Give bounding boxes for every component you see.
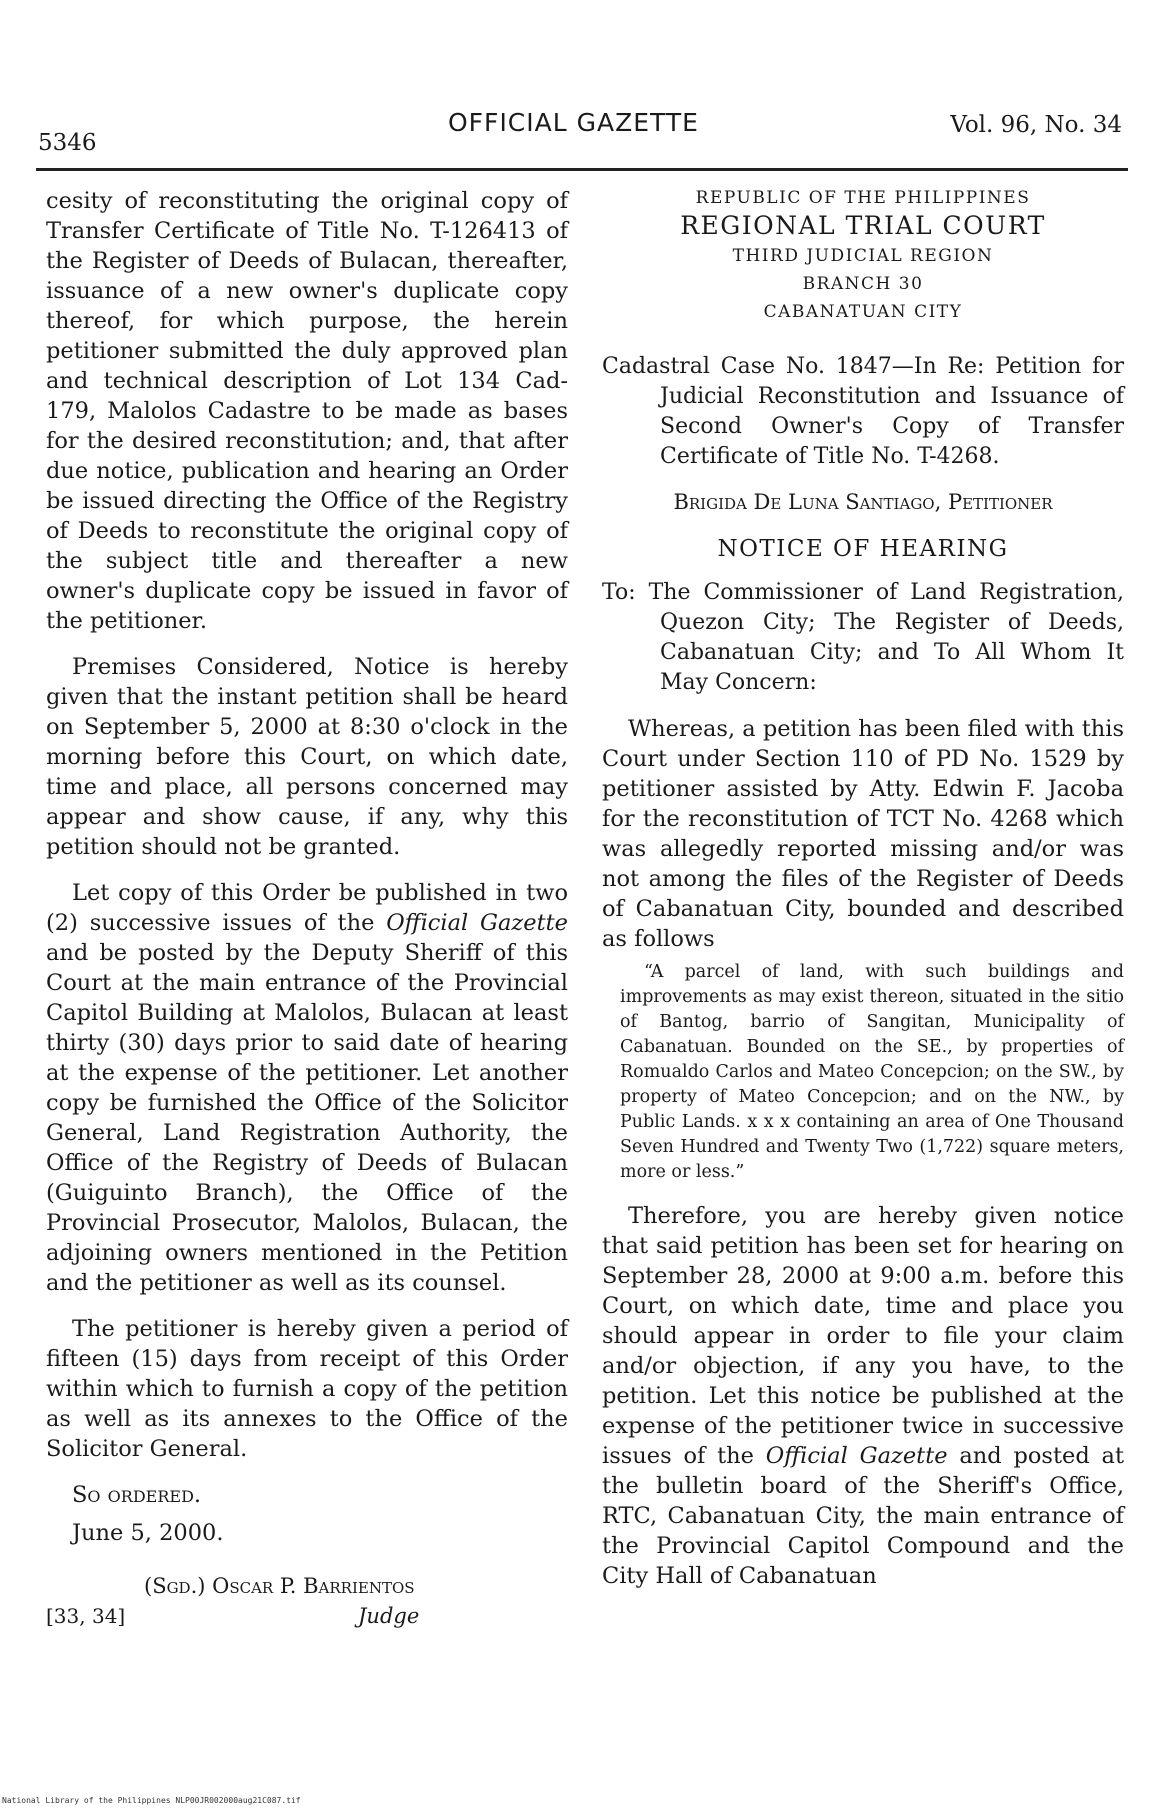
judge-title: Judge bbox=[358, 1604, 420, 1628]
text-run: and be posted by the Deputy Sheriff of this Court at the main entrance of the Provincial Capitol Building at Malolos, Bulacan at least thirty (30) days prior to said date of hearing at the expense of the petitioner. Let another copy be furnished the Office of the Solicitor General, Land Registration Authority, the Office of the Registry of Deeds of Bulacan (Guiguinto Branch), the Office of the Provincial Prosecutor, Malolos, Bulacan, the adjoining owners mentioned in the Petition and the petitioner as well as its counsel. bbox=[46, 940, 568, 1296]
scan-footer: National Library of the Philippines NLP00JR002000aug21C087.tif bbox=[2, 1796, 301, 1805]
page-header bbox=[38, 100, 1128, 160]
order-date: June 5, 2000. bbox=[72, 1520, 224, 1546]
judge-signature: (Sgd.) Oscar P. Barrientos bbox=[144, 1574, 415, 1598]
addressees: To: The Commissioner of Land Registration, Quezon City; The Register of Deeds, Cabanatuan City; and To All Whom It May Concern: bbox=[602, 580, 1124, 695]
paragraph-continuation: cesity of reconstituting the original copy of Transfer Certificate of Title No. T-126413 of the Register of Deeds of Bulacan, thereafter, issuance of a new owner's duplicate copy thereof, for which purpose, the herein petitioner submitted the duly approved plan and technical description of Lot 134 Cad-179, Malolos Cadastre to be made as bases for the desired reconstitution; and, that after due notice, publication and hearing an Order be issued directing the Office of the Registry of Deeds to reconstitute the original copy of the subject title and thereafter a new owner's duplicate copy be issued in favor of the petitioner. bbox=[46, 188, 568, 634]
court-name: REGIONAL TRIAL COURT bbox=[680, 211, 1046, 240]
paragraph-premises: Premises Considered, Notice is hereby given that the instant petition shall be heard on September 5, 2000 at 8:30 o'clock in the morning before this Court, on which date, time and place, all persons concerned may appear and show cause, if any, why this petition should not be granted. bbox=[46, 654, 568, 860]
signature-line bbox=[46, 1574, 568, 1628]
city: CABANATUAN CITY bbox=[763, 302, 963, 322]
volume-issue: Vol. 96, No. 34 bbox=[950, 112, 1122, 138]
official-gazette-italic: Official Gazette bbox=[765, 1443, 948, 1469]
right-column bbox=[602, 186, 1124, 1591]
text-run: Let copy of this Order be published in two (2) successive issues of the bbox=[46, 880, 568, 936]
case-caption: Cadastral Case No. 1847—In Re: Petition for Judicial Reconstitution and Issuance of Second Owner's Copy of Transfer Certificate of Title No. T-4268. bbox=[602, 354, 1124, 469]
signature-block bbox=[46, 1574, 568, 1628]
branch: BRANCH 30 bbox=[802, 274, 924, 294]
judicial-region: THIRD JUDICIAL REGION bbox=[732, 246, 994, 266]
notice-heading: NOTICE OF HEARING bbox=[717, 536, 1009, 562]
paragraph-publication-order bbox=[46, 878, 568, 1298]
header-rule bbox=[36, 168, 1128, 171]
issue-reference: [33, 34] bbox=[46, 1604, 126, 1628]
so-ordered: So ordered. bbox=[72, 1482, 202, 1508]
text-run: and posted at the bulletin board of the Sheriff's Office, RTC, Cabanatuan City, the main entrance of the Provincial Capitol Compound and the City Hall of Cabanatuan bbox=[602, 1443, 1125, 1589]
paragraph-therefore bbox=[602, 1201, 1124, 1591]
publication-title: OFFICIAL GAZETTE bbox=[448, 108, 699, 137]
official-gazette-italic: Official Gazette bbox=[386, 910, 568, 936]
petitioner-line: Brigida De Luna Santiago, Petitioner bbox=[673, 490, 1053, 514]
land-description-quote: “A parcel of land, with such buildings and improvements as may exist thereon, situated in the sitio of Bantog, barrio of Sangitan, Municipality of Cabanatuan. Bounded on the SE., by properties of Romualdo Carlos and Mateo Concepcion; on the SW., by property of Mateo Concepcion; and on the NW., by Public Lands. x x x containing an area of One Thousand Seven Hundred and Twenty Two (1,722) square meters, more or less.” bbox=[620, 962, 1124, 1182]
left-column bbox=[46, 186, 568, 1628]
republic-line: REPUBLIC OF THE PHILIPPINES bbox=[695, 188, 1031, 208]
text-run: Therefore, you are hereby given notice that said petition has been set for hearing on September 28, 2000 at 9:00 a.m. before this Court, on which date, time and place you should appear in order to file your claim and/or objection, if any you have, to the petition. Let this notice be published at the expense of the petitioner twice in successive issues of the bbox=[602, 1203, 1124, 1469]
paragraph-whereas: Whereas, a petition has been filed with this Court under Section 110 of PD No. 1529 by petitioner assisted by Atty. Edwin F. Jacoba for the reconstitution of TCT No. 4268 which was allegedly reported missing and/or was not among the files of the Register of Deeds of Cabanatuan City, bounded and described as follows bbox=[602, 716, 1124, 952]
paragraph-period: The petitioner is hereby given a period of fifteen (15) days from receipt of this Order within which to furnish a copy of the petition as well as its annexes to the Office of the Solicitor General. bbox=[46, 1316, 568, 1462]
page-number: 5346 bbox=[38, 130, 97, 156]
